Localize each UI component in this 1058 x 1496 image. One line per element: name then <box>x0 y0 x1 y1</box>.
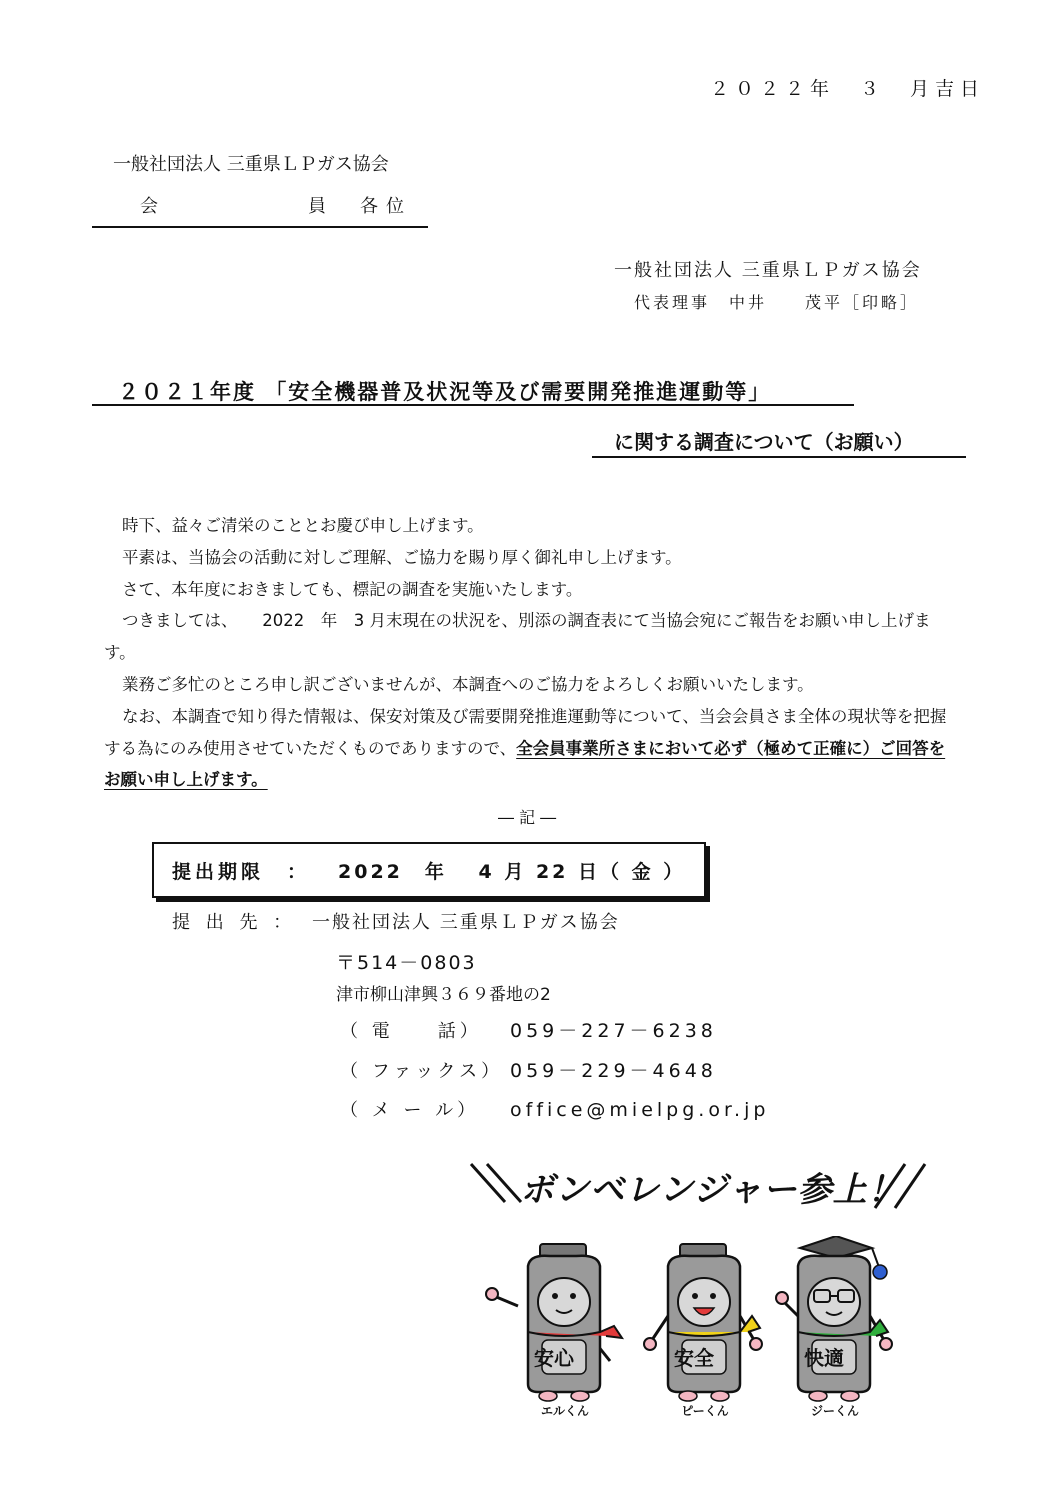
contact-phone-label: （ 電 話） <box>340 1021 482 1042</box>
addressee-members-right: 員 各位 <box>308 196 412 217</box>
title-line2-underline <box>592 456 966 458</box>
contact-fax <box>340 1056 717 1083</box>
body-paragraph-2: 平素は、当協会の活動に対しご理解、ご協力を賜り厚く御礼申し上げます。 <box>122 547 682 567</box>
addressee-underline <box>92 226 428 228</box>
submission-label: 提 出 先 ： <box>172 912 297 933</box>
body-paragraph-3: さて、本年度におきましても、標記の調査を実施いたします。 <box>122 579 583 599</box>
submission-street: 津市柳山津興３６９番地の2 <box>336 985 551 1005</box>
submission-zip: 〒514－0803 <box>336 952 477 974</box>
body-paragraph-1: 時下、益々ご清栄のこととお慶び申し上げます。 <box>122 516 484 535</box>
title-line1: ２０２１年度 「安全機器普及状況等及び需要開発推進運動等」 <box>118 380 772 404</box>
body-text <box>104 510 956 796</box>
deadline-label: 提出期限 ： <box>172 860 311 883</box>
mascot-ji-kun <box>776 1236 892 1401</box>
mascot-group <box>480 1236 920 1404</box>
contact-mail-value: office@mielpg.or.jp <box>510 1099 770 1121</box>
slash-left-2 <box>487 1164 521 1202</box>
addressee-members-left: 会 <box>140 196 158 217</box>
mascot-el-kun <box>486 1244 622 1401</box>
body-paragraph-6-plain: なお、本調査で知り得た情報は、保安対策及び需要開発推進運動等について、当会会員さま全体の現状等を把握する為にのみ使用させていただくものでありますので、 <box>104 706 947 758</box>
submission-org: 一般社団法人 三重県ＬＰガス協会 <box>312 912 620 933</box>
body-paragraph-6 <box>104 701 956 796</box>
contact-fax-value: 059－229－4648 <box>510 1060 717 1082</box>
date: ２０２２年 ３ 月吉日 <box>710 78 986 100</box>
addressee-org: 一般社団法人 三重県ＬＰガス協会 <box>113 154 389 175</box>
sender-org: 一般社団法人 三重県ＬＰガス協会 <box>614 260 922 281</box>
mascot-pi-kun <box>644 1244 762 1401</box>
sender-representative: 代表理事 中井 茂平［印略］ <box>634 293 920 312</box>
title-line2: に関する調査について（お願い） <box>614 430 914 454</box>
mascot-pi-kun-badge: 安全 <box>674 1346 714 1370</box>
mascot-ji-kun-name: ジーくん <box>810 1404 859 1418</box>
addressee-members <box>140 192 412 217</box>
slash-left-1 <box>471 1164 505 1202</box>
contact-mail <box>340 1096 769 1122</box>
title-line1-underline <box>92 404 854 406</box>
mascot-pi-kun-name: ピーくん <box>681 1404 729 1418</box>
body-paragraph-6-emphasis: 全会員事業所さまにおいて必ず（極めて正確に）ご回答をお願い申し上げます。 <box>104 738 946 790</box>
mascot-banner-title: ボンベレンジャー参上！ <box>520 1170 903 1210</box>
ki-heading: ― 記 ― <box>498 808 557 827</box>
contact-fax-label: （ ファックス） <box>340 1061 504 1082</box>
contact-mail-label: （ メ ー ル） <box>340 1100 480 1121</box>
contact-phone <box>340 1016 717 1043</box>
body-paragraph-4: つきましては、 2022 年 3 月末現在の状況を、別添の調査表にて当協会宛にご報告をお願い申し上げます。 <box>104 611 931 663</box>
mascot-ji-kun-badge: 快適 <box>804 1346 844 1370</box>
mascot-el-kun-name: エルくん <box>540 1404 589 1418</box>
mascot-el-kun-badge: 安心 <box>534 1346 574 1370</box>
contact-phone-value: 059－227－6238 <box>510 1020 717 1042</box>
deadline-value: 2022 年 4 月 22 日（ 金 ） <box>338 860 686 883</box>
body-paragraph-5: 業務ご多忙のところ申し訳ございませんが、本調査へのご協力をよろしくお願いいたします。 <box>122 674 814 694</box>
deadline-box <box>152 842 706 898</box>
